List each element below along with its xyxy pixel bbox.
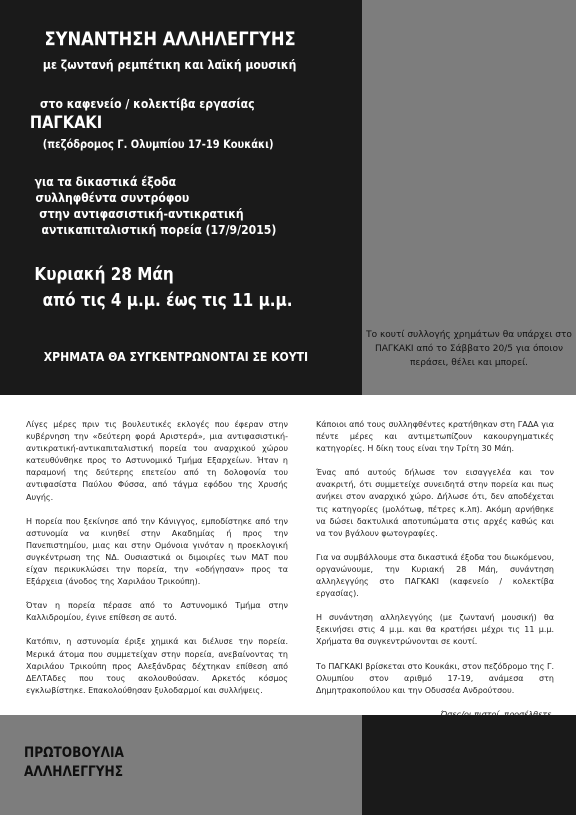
venue-description: στο καφενείο / κολεκτίβα εργασίας xyxy=(40,96,255,111)
event-date: Κυριακή 28 Μάη xyxy=(34,265,174,285)
organization-name: ΠΡΩΤΟΒΟΥΛΙΑ xyxy=(24,745,124,761)
footer-gray-panel xyxy=(0,715,362,815)
cause-line: για τα δικαστικά έξοδα xyxy=(34,174,177,189)
poster-footer xyxy=(0,715,576,815)
event-time: από τις 4 μ.μ. έως τις 11 μ.μ. xyxy=(42,291,293,311)
venue-name: ΠΑΓΚΑΚΙ xyxy=(29,113,103,133)
paragraph: Η πορεία που ξεκίνησε από την Κάνιγγος, εμποδίστηκε από την αστυνομία να κινηθεί στην Ακαδημίας ή προς την Πανεπιστημίου, μιας και στην Ομόνοια γινόταν η προεκλογική συγκέντρωση της ΝΔ. Ουσιαστικά οι διμοιρίες των ΜΑΤ που είχαν περικυκλώσει την πορεία, την «οδήγησαν» προς τα Εξάρχεια (άνοδος της Χαριλάου Τρικούπη). xyxy=(26,516,288,587)
paragraph: Κατόπιν, η αστυνομία έριξε χημικά και διέλυσε την πορεία. Μερικά άτομα που συμμετείχαν στην πορεία, ανεβαίνοντας τη Χαριλάου Τρικούπη προς Αλεξάνδρας δέχτηκαν επίθεση από ΔΕΛΤΑδες που τους ακολουθούσαν. Αρκετός κόσμος εγκλωβίστηκε. Επακολούθησαν ξυλοδαρμοί και συλλήψεις. xyxy=(26,637,288,695)
text-column-left xyxy=(26,419,288,709)
venue-address: (πεζόδρομος Γ. Ολυμπίου 17-19 Κουκάκι) xyxy=(42,137,274,151)
money-collection-note: ΧΡΗΜΑΤΑ ΘΑ ΣΥΓΚΕΝΤΡΩΝΟΝΤΑΙ ΣΕ ΚΟΥΤΙ xyxy=(43,349,309,364)
paragraph: Το ΠΑΓΚΑΚΙ βρίσκεται στο Κουκάκι, στον πεζόδρομο της Γ. Ολυμπίου στον αριθμό 17-19, ανάμεσα στη Δημητρακοπούλου και την Οδυσσέα Ανδρούτσου. xyxy=(316,661,554,695)
paragraph: Όταν η πορεία πέρασε από το Αστυνομικό Τμήμα στην Καλλιδρομίου, έγινε επίθεση σε αυτό. xyxy=(26,601,288,623)
organization-name: ΑΛΛΗΛΕΓΓΥΗΣ xyxy=(24,764,124,780)
paragraph: Κάποιοι από τους συλληφθέντες κρατήθηκαν στη ΓΑΔΑ για πέντε μέρες και αντιμετωπίζουν κακουργηματικές κατηγορίες. Η δίκη τους είναι την Τρίτη 30 Μάη. xyxy=(316,420,554,454)
cause-line: συλληφθέντα συντρόφου xyxy=(35,190,190,205)
collection-box-note: Το κουτί συλλογής χρημάτων θα υπάρχει στο ΠΑΓΚΑΚΙ από το Σάββατο 20/5 για όποιον περάσει, θέλει και μπορεί. xyxy=(366,330,572,368)
poster-subtitle: με ζωντανή ρεμπέτικη και λαϊκή μουσική xyxy=(42,57,297,72)
poster-title: ΣΥΝΑΝΤΗΣΗ ΑΛΛΗΛΕΓΓΥΗΣ xyxy=(44,28,296,50)
cause-line: στην αντιφασιστική-αντικρατική xyxy=(39,206,244,221)
text-column-right xyxy=(316,419,554,733)
paragraph: Η συνάντηση αλληλεγγύης (με ζωντανή μουσική) θα ξεκινήσει στις 4 μ.μ. και θα κρατήσει μέχρι τις 11 μ.μ. Χρήματα θα συγκεντρώνονται σε κουτί. xyxy=(316,613,554,647)
header-dark-panel xyxy=(0,0,362,395)
paragraph: Λίγες μέρες πριν τις βουλευτικές εκλογές που έφεραν στην κυβέρνηση την «δεύτερη φορά Αριστερά», μια αντιφασιστική-αντικρατική-αντικαπιταλιστική πορεία του αναρχικού χώρου κατευθύνθηκε προς το Αστυνομικό Τμήμα Εξαρχείων. Ήταν η παραμονή της δεύτερης επετείου από τη δολοφονία του αντιφασίστα Παύλου Φύσσα, από τάγμα εφόδου της Χρυσής Αυγής. xyxy=(26,420,288,502)
cause-line: αντικαπιταλιστική πορεία (17/9/2015) xyxy=(41,222,277,237)
poster-body-text xyxy=(0,395,576,715)
footer-dark-panel xyxy=(362,715,576,815)
poster-header xyxy=(0,0,576,395)
paragraph: Ένας από αυτούς δήλωσε τον εισαγγελέα και τον ανακριτή, ότι συμμετείχε συνειδητά στην πορεία και πως ανήκει στον αναρχικό χώρο. Δήλωσε ότι, δεν αποδέχεται τις κατηγορίες (μολότωφ, πέτρες κ.λπ). Ακόμη αρνήθηκε να δώσει δακτυλικά αποτυπώματα στις αρχές καθώς και να τον βγάλουν φωτογραφίες. xyxy=(316,468,554,538)
paragraph: Για να συμβάλλουμε στα δικαστικά έξοδα του διωκόμενου, οργανώνουμε, την Κυριακή 28 Μάη, συνάντηση αλληλεγγύης στο ΠΑΓΚΑΚΙ (καφενείο / κολεκτίβα εργασίας). xyxy=(316,552,554,599)
